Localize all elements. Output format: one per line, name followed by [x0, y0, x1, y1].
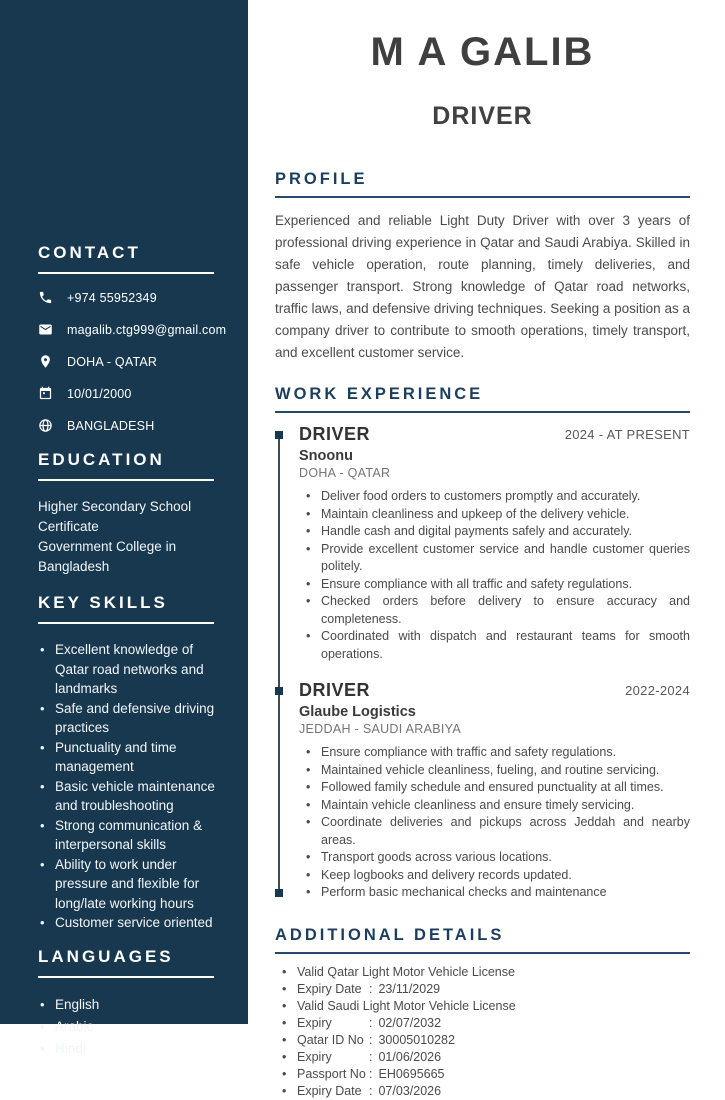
detail-item	[275, 964, 690, 981]
job-dates: 2022-2024	[625, 683, 690, 698]
detail-label: • Qatar ID No	[297, 1032, 364, 1047]
contact-location-value: DOHA - QATAR	[67, 354, 158, 369]
key-skills-section	[38, 593, 222, 933]
languages-list	[38, 994, 222, 1060]
job-bullet: • Handle cash and digital payments safely and accurately.	[299, 523, 690, 541]
education-divider	[38, 479, 214, 481]
skill-item: • Safe and defensive driving practices	[38, 699, 222, 738]
job-bullet: • Coordinate deliveries and pickups across Jeddah and nearby areas.	[299, 814, 690, 849]
experience-timeline	[275, 424, 690, 902]
detail-colon: :	[369, 1015, 373, 1030]
location-icon	[38, 354, 53, 369]
education-section	[38, 450, 222, 577]
candidate-name: M A GALIB	[370, 30, 595, 74]
phone-icon	[38, 290, 53, 305]
job-bullet: • Keep logbooks and delivery records updated.	[299, 867, 690, 885]
profile-section	[275, 170, 690, 364]
contact-birthdate-value: 10/01/2000	[67, 386, 132, 401]
profile-heading: PROFILE	[275, 170, 690, 198]
job-bullet: • Maintained vehicle cleanliness, fueling, and routine servicing.	[299, 762, 690, 780]
education-heading: EDUCATION	[38, 450, 165, 469]
job-bullet-list	[299, 744, 690, 902]
job-entry-glaube	[275, 680, 690, 902]
detail-label: • Passport No	[297, 1066, 366, 1081]
job-bullet: • Checked orders before delivery to ensure accuracy and completeness.	[299, 593, 690, 628]
key-skills-list	[38, 640, 222, 933]
contact-phone-value: +974 55952349	[67, 290, 157, 305]
detail-item	[275, 1049, 690, 1066]
job-dates: 2024 - AT PRESENT	[564, 427, 690, 442]
detail-value: 23/11/2029	[378, 981, 441, 996]
job-location: DOHA - QATAR	[299, 466, 391, 480]
contact-heading: CONTACT	[38, 243, 141, 262]
job-bullet: • Followed family schedule and ensured punctuality at all times.	[299, 779, 690, 797]
detail-text: • Valid Saudi Light Motor Vehicle License	[297, 998, 516, 1013]
contact-divider	[38, 272, 214, 274]
detail-label: • Expiry Date	[297, 1083, 362, 1098]
key-skills-heading: KEY SKILLS	[38, 593, 168, 612]
job-bullet: • Ensure compliance with all traffic and safety regulations.	[299, 576, 690, 594]
additional-details-heading: ADDITIONAL DETAILS	[275, 926, 690, 954]
languages-divider	[38, 976, 214, 978]
contact-item-location	[38, 354, 222, 369]
work-experience-heading: WORK EXPERIENCE	[275, 385, 690, 413]
additional-details-list	[275, 964, 690, 1100]
contact-section	[38, 243, 227, 433]
job-location: JEDDAH - SAUDI ARABIYA	[299, 722, 461, 736]
job-bullet: • Maintain cleanliness and upkeep of the delivery vehicle.	[299, 506, 690, 524]
profile-text: Experienced and reliable Light Duty Driver with over 3 years of professional driving experience in Qatar and Saudi Arabiya. Skilled in safe vehicle operation, route planning, timely deliveries, and passenger transport. Strong knowledge of Qatar road networks, traffic laws, and defensive driving techniques. Seeking a position as a company driver to contribute to smooth operations, timely transport, and excellent customer service.	[275, 213, 690, 360]
job-header	[299, 424, 690, 445]
contact-item-birthdate	[38, 386, 222, 401]
detail-value: EH0695665	[378, 1066, 445, 1081]
detail-value: 07/03/2026	[378, 1083, 442, 1098]
skill-item: • Strong communication & interpersonal skills	[38, 816, 222, 855]
contact-item-nationality	[38, 418, 222, 433]
detail-label: • Expiry	[297, 1015, 332, 1030]
detail-colon: :	[369, 1066, 373, 1081]
detail-colon: :	[369, 1049, 373, 1064]
job-bullet: • Coordinated with dispatch and restaurant teams for smooth operations.	[299, 628, 690, 663]
additional-details-section	[275, 926, 690, 1100]
job-title: DRIVER	[299, 424, 371, 444]
detail-colon: :	[369, 981, 373, 996]
detail-item	[275, 1066, 690, 1083]
detail-colon: :	[369, 1083, 373, 1098]
timeline-dot	[275, 687, 283, 695]
detail-colon: :	[369, 1032, 373, 1047]
skill-item: • Punctuality and time management	[38, 738, 222, 777]
skill-item: • Basic vehicle maintenance and troubleshooting	[38, 777, 222, 816]
skill-item: • Customer service oriented	[38, 913, 222, 933]
contact-email-value: magalib.ctg999@gmail.com	[67, 322, 227, 337]
sidebar	[0, 0, 248, 1056]
detail-label: • Expiry Date	[297, 981, 362, 996]
education-school: Government College in Bangladesh	[38, 539, 177, 574]
languages-section	[38, 947, 222, 1060]
key-skills-divider	[38, 622, 214, 624]
detail-item	[275, 1015, 690, 1032]
work-experience-section	[275, 385, 690, 902]
detail-item	[275, 1032, 690, 1049]
detail-value: 01/06/2026	[378, 1049, 442, 1064]
detail-value: 02/07/2032	[378, 1015, 442, 1030]
job-title: DRIVER	[299, 680, 371, 700]
language-item: • English	[38, 994, 222, 1016]
job-company: Glaube Logistics	[299, 704, 416, 720]
timeline-end-dot	[275, 889, 283, 897]
job-bullet-list	[299, 488, 690, 663]
timeline-dot	[275, 431, 283, 439]
skill-item: • Ability to work under pressure and flexible for long/late working hours	[38, 855, 222, 914]
job-company: Snoonu	[299, 448, 353, 464]
contact-nationality-value: BANGLADESH	[67, 418, 155, 433]
language-item: • Arabic	[38, 1016, 222, 1038]
globe-icon	[38, 418, 53, 433]
detail-item	[275, 1083, 690, 1100]
contact-item-phone	[38, 290, 222, 305]
candidate-title: DRIVER	[432, 102, 533, 130]
job-bullet: • Deliver food orders to customers promptly and accurately.	[299, 488, 690, 506]
main-content	[248, 0, 725, 1098]
job-bullet: • Provide excellent customer service and handle customer queries politely.	[299, 541, 690, 576]
contact-item-email	[38, 322, 227, 337]
job-header	[299, 680, 690, 701]
job-bullet: • Ensure compliance with traffic and safety regulations.	[299, 744, 690, 762]
detail-value: 30005010282	[378, 1032, 455, 1047]
languages-heading: LANGUAGES	[38, 946, 174, 966]
job-entry-snoonu	[275, 424, 690, 663]
detail-item	[275, 998, 690, 1015]
job-bullet: • Maintain vehicle cleanliness and ensure timely servicing.	[299, 797, 690, 815]
language-item: • Hindi	[38, 1038, 222, 1060]
detail-item	[275, 981, 690, 998]
job-bullet: • Perform basic mechanical checks and maintenance	[299, 884, 690, 902]
education-degree: Higher Secondary School Certificate	[38, 499, 192, 534]
calendar-icon	[38, 386, 53, 401]
detail-label: • Expiry	[297, 1049, 332, 1064]
job-bullet: • Transport goods across various locations.	[299, 849, 690, 867]
detail-text: • Valid Qatar Light Motor Vehicle License	[297, 964, 515, 979]
skill-item: • Excellent knowledge of Qatar road networks and landmarks	[38, 640, 222, 699]
email-icon	[38, 322, 53, 337]
